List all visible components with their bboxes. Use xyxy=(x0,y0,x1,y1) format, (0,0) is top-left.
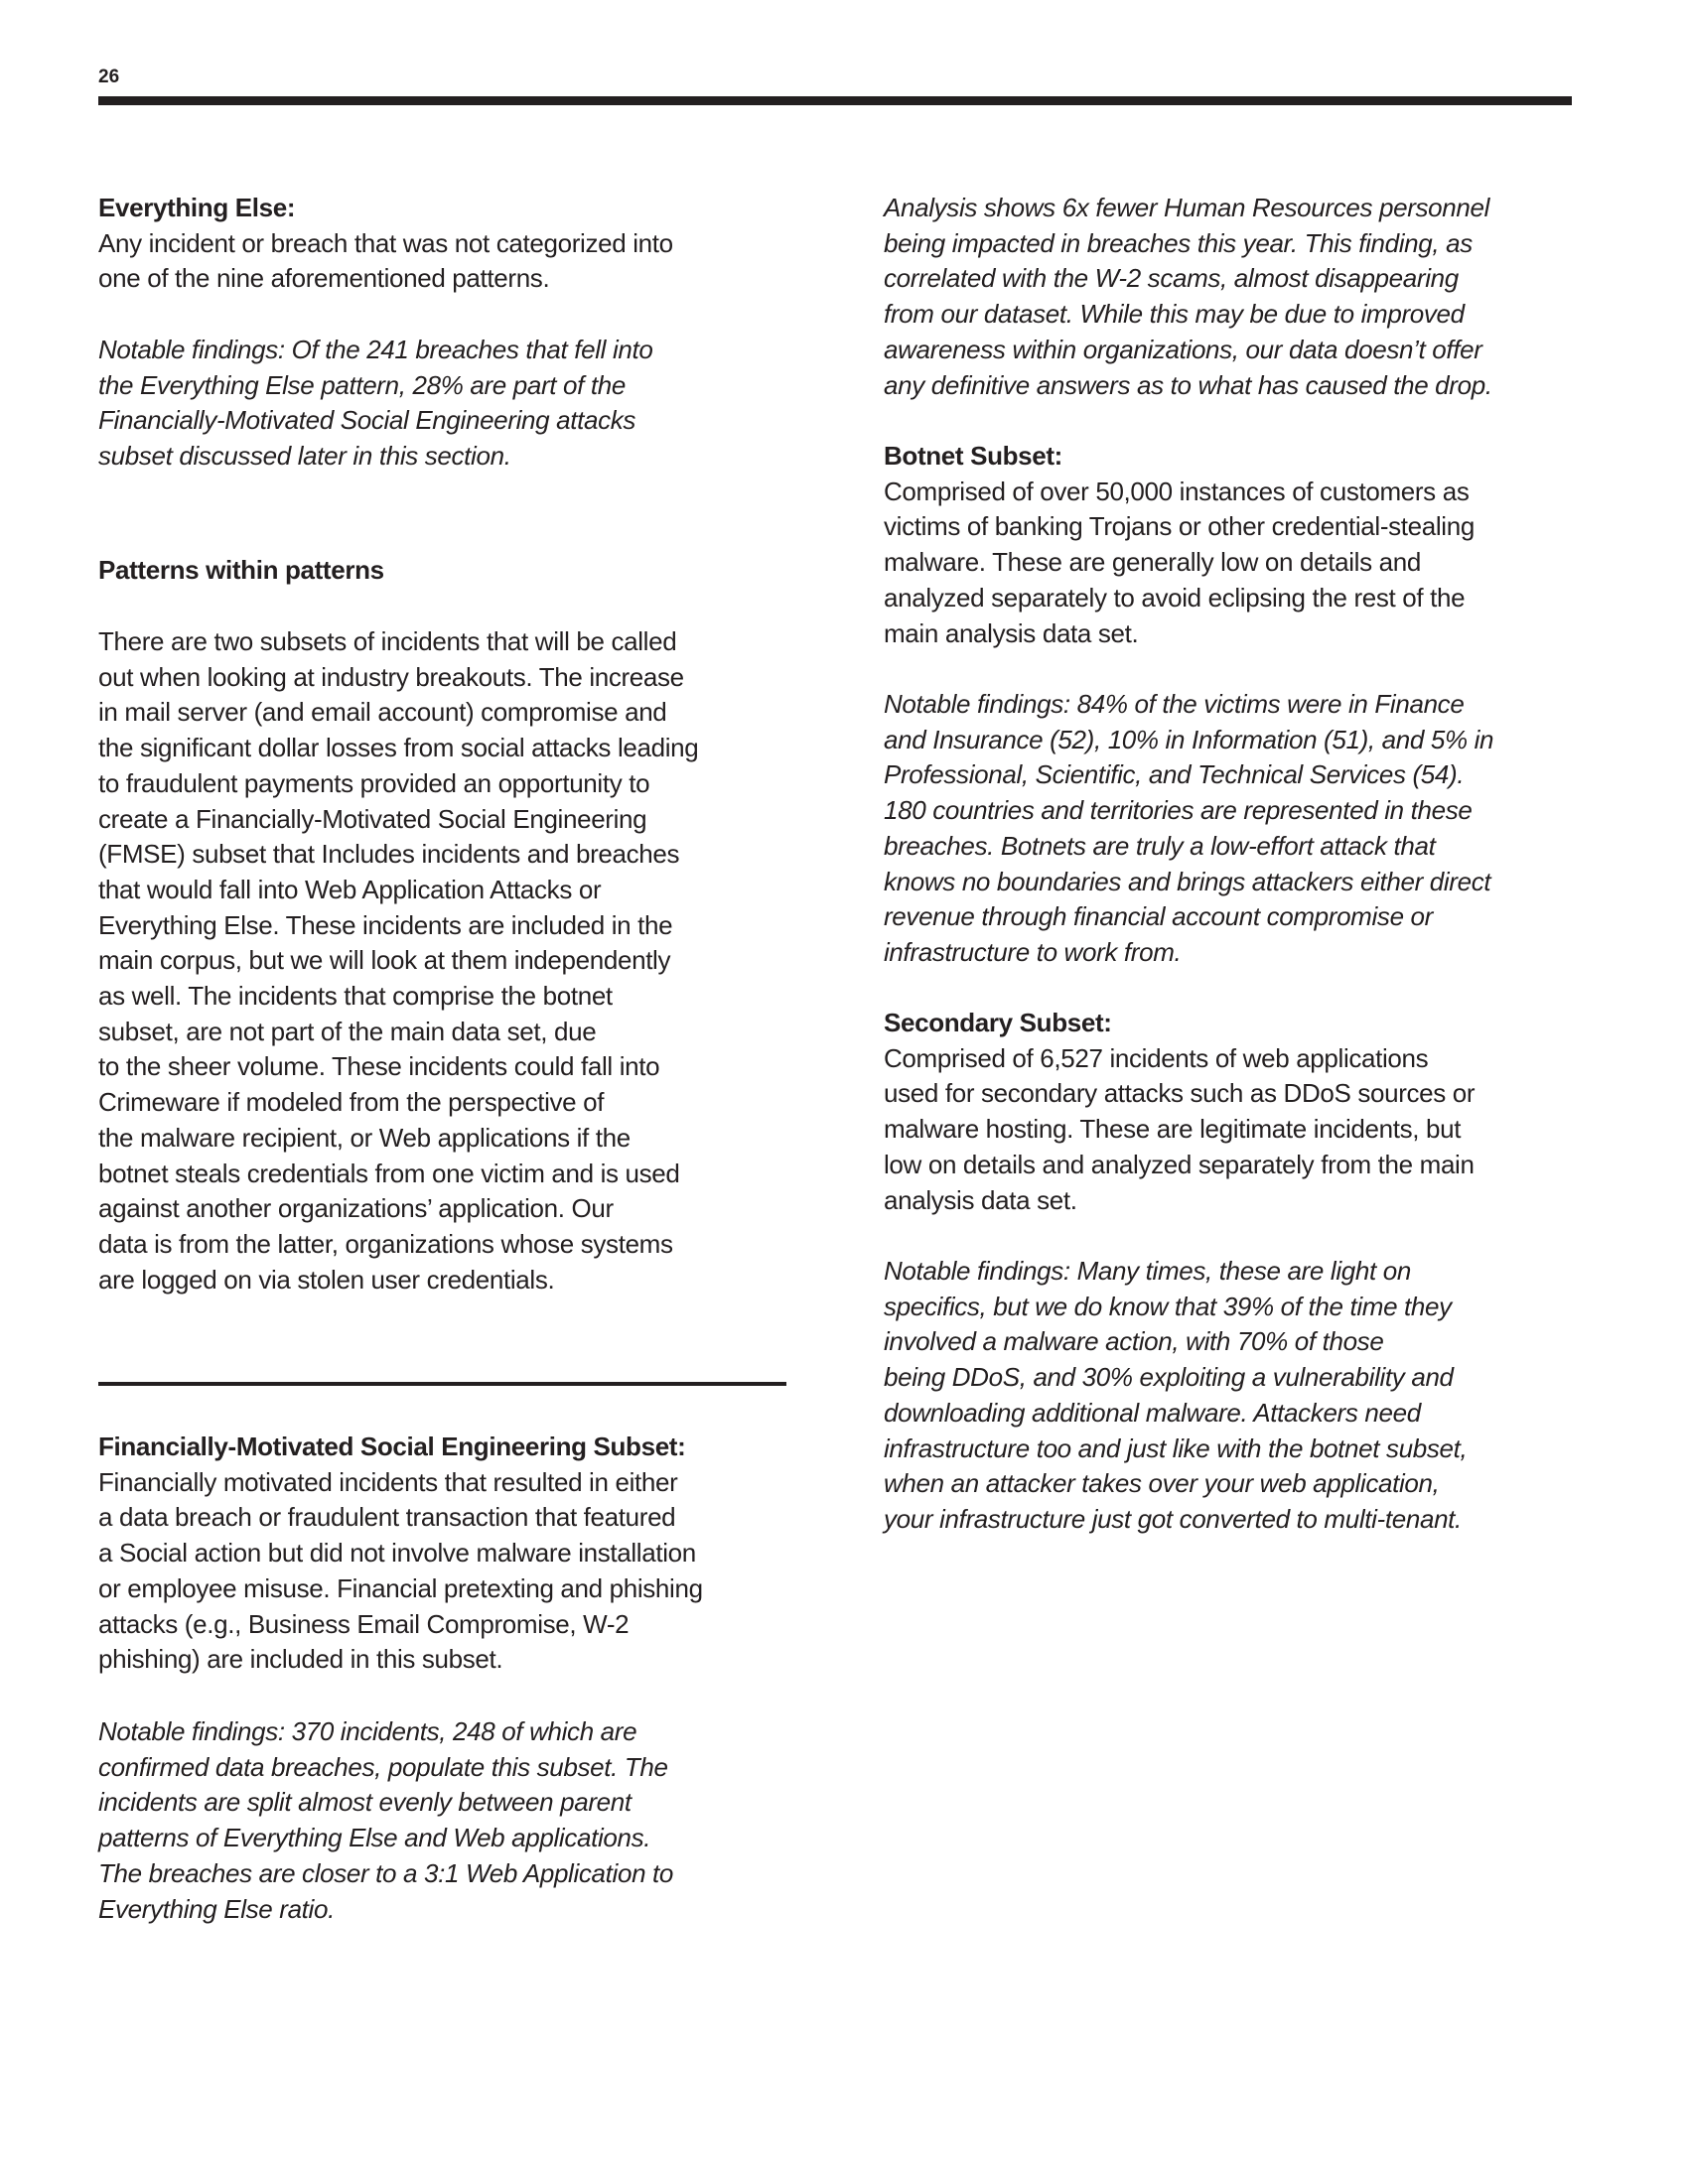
everything-else-notable-line: Notable findings: Of the 241 breaches that fell into xyxy=(98,335,653,364)
botnet-body-line: Comprised of over 50,000 instances of customers as xyxy=(884,476,1470,506)
botnet-body-line: victims of banking Trojans or other credential-stealing xyxy=(884,511,1475,542)
patterns-body-line: the malware recipient, or Web applications if the xyxy=(98,1122,631,1153)
patterns-body xyxy=(98,624,698,1297)
botnet-notable xyxy=(884,687,1493,971)
fmse-notable xyxy=(98,1714,673,1927)
botnet-body-line: malware. These are generally low on details and xyxy=(884,547,1421,578)
secondary-section xyxy=(884,1006,1475,1218)
secondary-notable-line: your infrastructure just got converted to multi-tenant. xyxy=(884,1503,1462,1534)
hr-analysis-line: correlated with the W-2 scams, almost disappearing xyxy=(884,263,1459,294)
patterns-body-line: Crimeware if modeled from the perspective of xyxy=(98,1087,605,1118)
botnet-body-lines xyxy=(884,475,1475,652)
secondary-notable xyxy=(884,1254,1467,1538)
page-number: 26 xyxy=(98,67,120,87)
secondary-notable-lines xyxy=(884,1254,1467,1538)
secondary-body-line: used for secondary attacks such as DDoS sources or xyxy=(884,1078,1476,1109)
patterns-body-line: data is from the latter, organizations whose systems xyxy=(98,1228,673,1259)
botnet-notable-line: and Insurance (52), 10% in Information (51), and 5% in xyxy=(884,724,1494,754)
everything-else-body-lines xyxy=(98,226,673,297)
fmse-body-line: a Social action but did not involve malware installation xyxy=(98,1538,696,1569)
patterns-body-line: There are two subsets of incidents that will be called xyxy=(98,626,677,656)
patterns-body-line: are logged on via stolen user credentials. xyxy=(98,1264,555,1295)
botnet-heading: Botnet Subset: xyxy=(884,441,1062,471)
patterns-body-line: in mail server (and email account) compromise and xyxy=(98,697,667,728)
fmse-notable-line: The breaches are closer to a 3:1 Web Application to xyxy=(98,1857,674,1888)
fmse-body-line: a data breach or fraudulent transaction that featured xyxy=(98,1502,676,1533)
patterns-body-line: create a Financially-Motivated Social Engineering xyxy=(98,803,647,834)
secondary-notable-line: infrastructure too and just like with the botnet subset, xyxy=(884,1433,1468,1463)
fmse-notable-line: patterns of Everything Else and Web applications. xyxy=(98,1823,651,1853)
patterns-body-line: against another organizations’ application. Our xyxy=(98,1193,614,1224)
fmse-notable-line: incidents are split almost evenly between parent xyxy=(98,1787,632,1818)
fmse-notable-line: Notable findings: 370 incidents, 248 of which are xyxy=(98,1716,637,1746)
patterns-body-lines xyxy=(98,624,698,1297)
secondary-body-lines xyxy=(884,1041,1475,1219)
secondary-body-line: analysis data set. xyxy=(884,1184,1077,1215)
hr-analysis xyxy=(884,191,1492,403)
hr-analysis-line: from our dataset. While this may be due to improved xyxy=(884,299,1465,330)
patterns-body-line: as well. The incidents that comprise the botnet xyxy=(98,981,613,1012)
patterns-body-line: that would fall into Web Application Attacks or xyxy=(98,874,602,904)
botnet-notable-line: Professional, Scientific, and Technical Services (54). xyxy=(884,759,1465,790)
botnet-notable-line: infrastructure to work from. xyxy=(884,936,1182,967)
secondary-body-line: malware hosting. These are legitimate incidents, but xyxy=(884,1114,1462,1145)
secondary-notable-line: involved a malware action, with 70% of those xyxy=(884,1326,1384,1357)
secondary-body-line: low on details and analyzed separately from the main xyxy=(884,1149,1475,1179)
botnet-notable-lines xyxy=(884,687,1493,971)
secondary-body-line: Comprised of 6,527 incidents of web applications xyxy=(884,1042,1429,1073)
section-divider xyxy=(98,1382,786,1386)
patterns-body-line: out when looking at industry breakouts. The increase xyxy=(98,661,684,692)
fmse-body-line: or employee misuse. Financial pretexting and phishing xyxy=(98,1572,703,1603)
botnet-notable-line: breaches. Botnets are truly a low-effort attack that xyxy=(884,830,1436,861)
patterns-body-line: main corpus, but we will look at them independently xyxy=(98,945,671,976)
everything-else-notable-line: Financially-Motivated Social Engineering attacks xyxy=(98,405,636,436)
secondary-notable-line: Notable findings: Many times, these are light on xyxy=(884,1256,1411,1286)
patterns-body-line: (FMSE) subset that Includes incidents and breaches xyxy=(98,839,680,870)
hr-analysis-line: being impacted in breaches this year. This finding, as xyxy=(884,227,1473,258)
secondary-notable-line: downloading additional malware. Attackers need xyxy=(884,1397,1421,1428)
botnet-notable-line: Notable findings: 84% of the victims were in Finance xyxy=(884,689,1465,719)
fmse-notable-lines xyxy=(98,1714,673,1927)
patterns-body-line: botnet steals credentials from one victim and is used xyxy=(98,1158,680,1188)
botnet-notable-line: revenue through financial account compromise or xyxy=(884,901,1433,932)
fmse-body-line: attacks (e.g., Business Email Compromise, W-2 xyxy=(98,1608,630,1639)
hr-analysis-line: any definitive answers as to what has caused the drop. xyxy=(884,369,1492,400)
fmse-notable-line: Everything Else ratio. xyxy=(98,1893,335,1924)
secondary-heading: Secondary Subset: xyxy=(884,1008,1112,1037)
fmse-section xyxy=(98,1430,703,1678)
everything-else-section xyxy=(98,191,673,297)
fmse-body-line: phishing) are included in this subset. xyxy=(98,1644,503,1675)
patterns-heading-text: Patterns within patterns xyxy=(98,555,384,585)
everything-else-notable xyxy=(98,333,653,475)
patterns-body-line: the significant dollar losses from social attacks leading xyxy=(98,733,699,763)
fmse-heading: Financially-Motivated Social Engineering Subset: xyxy=(98,1432,686,1461)
everything-else-body-line: Any incident or breach that was not categorized into xyxy=(98,227,673,258)
fmse-body-line: Financially motivated incidents that resulted in either xyxy=(98,1466,678,1497)
botnet-notable-line: knows no boundaries and brings attackers either direct xyxy=(884,866,1491,896)
everything-else-body-line: one of the nine aforementioned patterns. xyxy=(98,263,550,294)
botnet-body-line: main analysis data set. xyxy=(884,617,1139,648)
secondary-notable-line: being DDoS, and 30% exploiting a vulnerability and xyxy=(884,1362,1454,1393)
everything-else-heading: Everything Else: xyxy=(98,193,296,222)
everything-else-notable-line: subset discussed later in this section. xyxy=(98,441,511,472)
patterns-body-line: to fraudulent payments provided an opportunity to xyxy=(98,767,650,798)
header-rule xyxy=(98,96,1572,105)
secondary-notable-line: specifics, but we do know that 39% of the time they xyxy=(884,1291,1452,1321)
hr-analysis-line: Analysis shows 6x fewer Human Resources personnel xyxy=(884,193,1490,222)
botnet-section xyxy=(884,439,1475,651)
everything-else-notable-line: the Everything Else pattern, 28% are part of the xyxy=(98,369,626,400)
hr-analysis-lines xyxy=(884,191,1492,403)
everything-else-notable-lines xyxy=(98,333,653,475)
fmse-notable-line: confirmed data breaches, populate this subset. The xyxy=(98,1751,668,1782)
patterns-body-line: Everything Else. These incidents are included in the xyxy=(98,909,673,940)
patterns-body-line: to the sheer volume. These incidents could fall into xyxy=(98,1051,660,1082)
botnet-body-line: analyzed separately to avoid eclipsing the rest of the xyxy=(884,582,1466,613)
secondary-notable-line: when an attacker takes over your web application, xyxy=(884,1468,1440,1499)
patterns-heading xyxy=(98,553,384,589)
fmse-body-lines xyxy=(98,1465,703,1678)
hr-analysis-line: awareness within organizations, our data doesn’t offer xyxy=(884,334,1482,364)
botnet-notable-line: 180 countries and territories are represented in these xyxy=(884,795,1473,826)
patterns-body-line: subset, are not part of the main data set, due xyxy=(98,1016,597,1046)
